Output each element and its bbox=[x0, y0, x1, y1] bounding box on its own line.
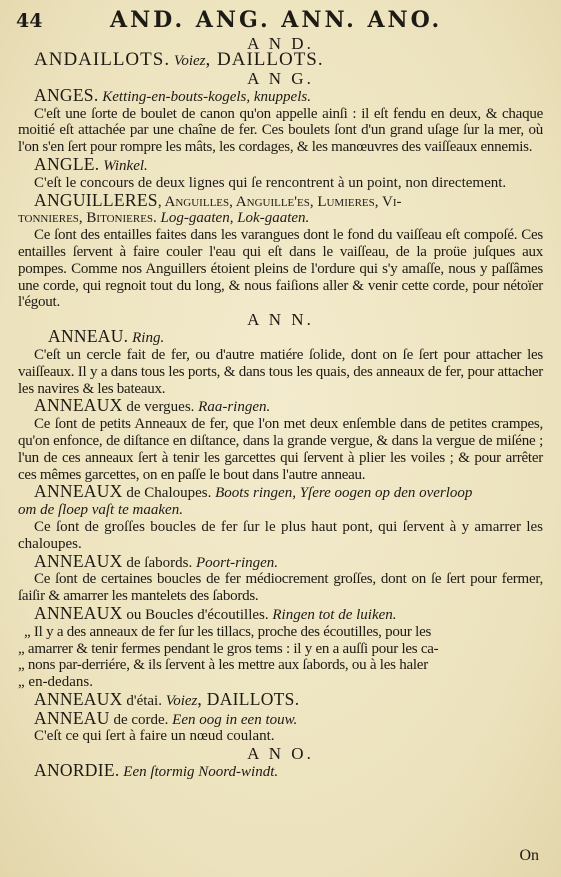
headword-qualifier: de corde. bbox=[109, 711, 173, 728]
quoted-line: „ amarrer & tenir fermes pendant le gros tems : il y en a auſſi pour les ca- bbox=[18, 640, 439, 657]
headword-qualifier: de Chaloupes. bbox=[122, 485, 216, 502]
running-head bbox=[0, 4, 561, 34]
entry-andaillots bbox=[18, 49, 543, 70]
definition: Ce ſont des entailles faites dans les varangues dont le fond du vaiſſeau eſt compoſé. Ces entailles ſervent à faire couler l'eau qui eſt dans le vaiſſeau, de la proüe juſques aux pompes. Comme nos Anguillers étoient pleins de l'ordure qui s'y amaſſe, nous y paſſâmes une corde, qui regnoit tout du long, & nous faiſions aller & venir cette corde, pour nétoïer l'égout. bbox=[18, 227, 543, 311]
catchword: On bbox=[519, 847, 539, 864]
translation-continued: om de ſloep vaſt te maaken. bbox=[18, 502, 183, 519]
headword: ANNEAUX bbox=[34, 395, 123, 416]
quoted-line: „ nons par-derriére, & ils ſervent à les mettre aux ſabords, ou à les haler bbox=[18, 657, 428, 674]
variant-names: , Anguilles, Anguille'es, Lumieres, Vi- bbox=[157, 193, 402, 210]
translation: Ring. bbox=[132, 330, 165, 347]
entry-angle bbox=[18, 153, 543, 192]
translation: Raa-ringen. bbox=[198, 399, 271, 416]
headword: ANNEAU. bbox=[48, 326, 129, 347]
cross-reference: , DAILLOTS. bbox=[205, 49, 324, 70]
headword: ANNEAUX bbox=[34, 550, 123, 571]
translation: Ringen tot de luiken. bbox=[272, 606, 397, 623]
entry-anneau bbox=[18, 328, 543, 397]
entry-anguilleres bbox=[18, 189, 543, 312]
headword: ANGES. bbox=[34, 84, 99, 105]
definition: Ce ſont de certaines boucles de fer médiocrement groſſes, dont on ſe ſert pour fermer, ſaiſir & amarrer les mantelets des ſabords. bbox=[18, 571, 543, 605]
headword-qualifier: d'étai. bbox=[122, 692, 166, 709]
definition: C'eſt ce qui ſert à faire un nœud coulant. bbox=[34, 728, 275, 745]
headword: ANNEAU bbox=[34, 707, 110, 728]
section-heading-ann: A N N. bbox=[247, 310, 314, 330]
translation: Een ſtormig Noord-windt. bbox=[123, 764, 279, 781]
headword: ANNEAUX bbox=[34, 481, 123, 502]
entry-anneaux-vergues bbox=[18, 397, 543, 483]
definition: C'eſt une ſorte de boulet de canon qu'on appelle ainſi : il eſt fendu en deux, & chaque moitié eſt attachée par une chaîne de fer. Ces boulets ſont d'un grand uſage ſur la mer, où l'on s'en ſert pour rompre les mâts, les cordages, & les manœuvres des vaiſſeaux ennemis. bbox=[18, 105, 543, 156]
section-heading-ang: A N G. bbox=[247, 68, 314, 88]
translation: Boots ringen, Yſere oogen op den overloop bbox=[215, 485, 473, 502]
page-content bbox=[18, 35, 543, 781]
translation: Ketting-en-bouts-kogels, knuppels. bbox=[102, 88, 311, 105]
entry-anordie bbox=[18, 762, 543, 781]
headword: ANORDIE. bbox=[34, 760, 120, 781]
entry-anges bbox=[18, 84, 543, 156]
headword-qualifier: de vergues. bbox=[122, 399, 199, 416]
page-number: 44 bbox=[16, 10, 43, 32]
definition: C'eſt un cercle fait de fer, ou d'autre matiére ſolide, dont on ſe ſert pour attacher les vaiſſeaux. Il y a dans tous les ports, & dans tous les quais, des anneaux de fer, pour attacher les navires & les bateaux. bbox=[18, 346, 543, 397]
variant-names-continued: tonnieres, Bitonieres. bbox=[18, 210, 157, 227]
definition: C'eſt le concours de deux lignes qui ſe rencontrent à un point, non directement. bbox=[34, 174, 507, 191]
entry-anneaux-ecoutilles bbox=[18, 602, 543, 691]
headword: ANGLE. bbox=[34, 153, 100, 174]
definition: Ce ſont de petits Anneaux de fer, que l'on met deux enſemble dans de petites crampes, qu'on enfonce, de diſtance en diſtance, dans la grande vergue, & dans la vergue de miſéne ; l'un de ces anneaux ſert à tenir les garcettes qui ſervent à plier les voiles ; & pour arrêter ces mêmes garcettes, on en paſſe le bout dans l'autre anneau. bbox=[18, 416, 543, 483]
definition: Ce ſont de groſſes boucles de fer ſur le plus haut pont, qui ſervent à y amarrer les chaloupes. bbox=[18, 518, 543, 552]
translation: Voiez bbox=[173, 53, 206, 69]
headword: ANNEAUX bbox=[34, 688, 123, 709]
headword: ANDAILLOTS. bbox=[34, 49, 171, 70]
headword-qualifier: ou Boucles d'écoutilles. bbox=[122, 606, 273, 623]
entry-anneau-corde bbox=[18, 707, 543, 746]
quoted-line: „ Il y a des anneaux de fer ſur les tillacs, proche des écoutilles, pour les bbox=[24, 623, 432, 640]
headword: ANGUILLERES bbox=[34, 189, 158, 210]
section-heading-and: A N D. bbox=[247, 34, 314, 53]
quoted-line: „ en-dedans. bbox=[18, 674, 93, 691]
entry-anneaux-sabords bbox=[18, 550, 543, 605]
headword-qualifier: de ſabords. bbox=[122, 554, 196, 571]
section-heading-ano: A N O. bbox=[247, 744, 314, 764]
running-title: AND. ANG. ANN. ANO. bbox=[110, 7, 443, 33]
translation: Winkel. bbox=[103, 157, 148, 174]
entry-anneaux-chaloupes bbox=[18, 483, 543, 552]
cross-reference: , DAILLOTS. bbox=[197, 688, 300, 709]
translation: Log-gaaten, Lok-gaaten. bbox=[160, 210, 310, 227]
translation: Een oog in een touw. bbox=[172, 711, 298, 728]
translation: Voiez bbox=[165, 692, 198, 709]
translation: Poort-ringen. bbox=[195, 554, 279, 571]
headword: ANNEAUX bbox=[34, 602, 123, 623]
